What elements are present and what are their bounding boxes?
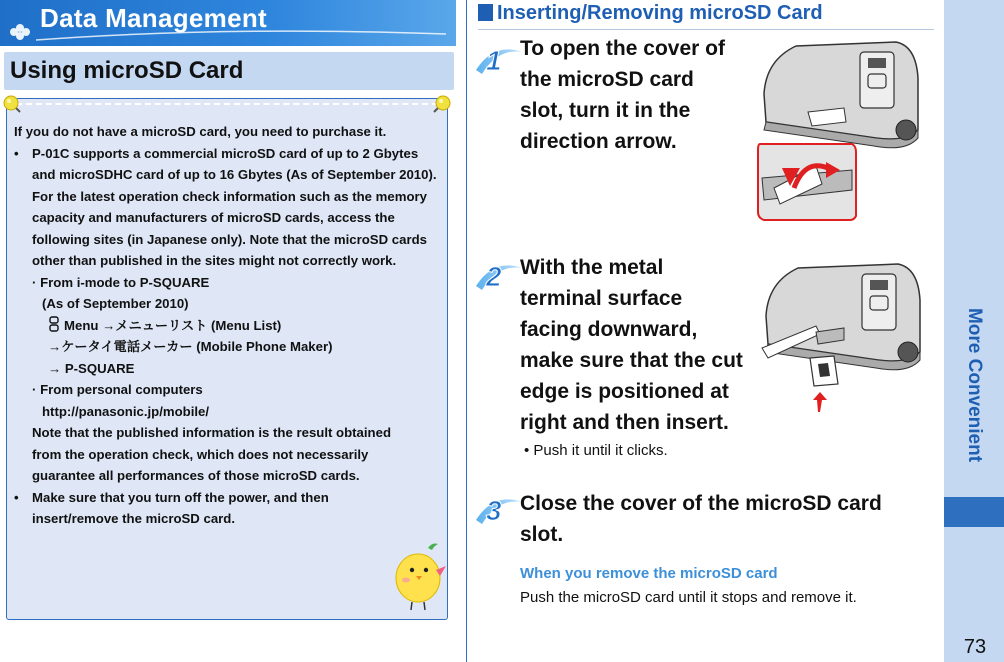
note-imode-label (14, 272, 440, 294)
right-section-title-text: Inserting/Removing microSD Card (497, 2, 823, 24)
sub-dot: · (32, 382, 37, 397)
page-number: 73 (963, 636, 987, 658)
chapter-title: Data Management (40, 3, 267, 33)
step-3-text: Close the cover of the microSD card slot. (520, 492, 882, 546)
right-section-title (478, 2, 823, 25)
pushpin-icon (2, 94, 22, 114)
step-1-number: 1 (486, 45, 502, 76)
note-intro: If you do not have a microSD card, you need to purchase it. (14, 124, 387, 139)
step-3-number-icon (474, 488, 524, 528)
note-dashed-line (16, 103, 438, 105)
phone-open-cover-illustration (756, 38, 936, 224)
note-bullet-1-text: P-01C supports a commercial microSD card of up to 2 Gbytes and microSDHC card of up to 16 Gbytes (As of September 2010). (32, 145, 437, 182)
phone-insert-card-illustration (758, 260, 938, 420)
note-imode-path-3: → P-SQUARE (48, 360, 135, 376)
note-imode-date: (As of September 2010) (42, 296, 189, 311)
title-square-icon (478, 4, 493, 21)
note-bullet-1 (14, 143, 440, 186)
remove-text: Push the microSD card until it stops and remove it. (520, 589, 857, 606)
bullet-dot: • (14, 489, 19, 505)
side-index-label-text: More Convenient (964, 307, 985, 463)
side-index-active-marker (944, 497, 1004, 527)
header-wave-decoration (6, 28, 446, 42)
menu-key-icon (48, 316, 60, 332)
note-pc-label-text: From personal computers (40, 382, 203, 397)
note-text (14, 121, 440, 530)
step-1-number-icon (474, 38, 524, 78)
step-3-number: 3 (486, 495, 502, 526)
step-2-number: 2 (486, 261, 502, 292)
pushpin-icon (432, 94, 452, 114)
note-pc-label (14, 379, 440, 401)
side-index-label (944, 285, 1004, 485)
chick-mascot-icon (392, 540, 448, 612)
step-2-number-icon (474, 254, 524, 294)
column-divider (466, 0, 467, 662)
note-paragraph: For the latest operation check information such as the memory capacity and manufacturers of microSD cards, access the following sites (in Japanese only). Note that the microSD cards other than published in the sites might not correctly work. (32, 188, 427, 268)
note-bullet-2 (14, 487, 440, 530)
step-2-subtext: • Push it until it clicks. (524, 442, 668, 459)
note-imode-label-text: From i-mode to P-SQUARE (40, 274, 210, 290)
note-imode-path-2: →ケータイ電話メーカー (Mobile Phone Maker) (48, 339, 333, 354)
note-pc-url: http://panasonic.jp/mobile/ (42, 403, 210, 419)
note-imode-path-1 (14, 315, 440, 337)
sub-dot: · (32, 274, 37, 290)
note-imode-path-1-text: Menu →メニューリスト (Menu List) (64, 317, 282, 333)
note-disclaimer: Note that the published information is the result obtained from the operation check, which does not necessarily guarantee all performances of those microSD cards. (32, 425, 392, 483)
remove-title: When you remove the microSD card (520, 565, 778, 582)
note-bullet-2-text: Make sure that you turn off the power, and then insert/remove the microSD card. (32, 489, 329, 526)
step-2-text: With the metal terminal surface facing downward, make sure that the cut edge is positioned at right and then insert. (520, 256, 743, 434)
bullet-dot: • (14, 145, 19, 161)
title-rule (478, 29, 934, 30)
section-title: Using microSD Card (10, 57, 244, 84)
step-1-text: To open the cover of the microSD card slot, turn it in the direction arrow. (520, 37, 725, 153)
